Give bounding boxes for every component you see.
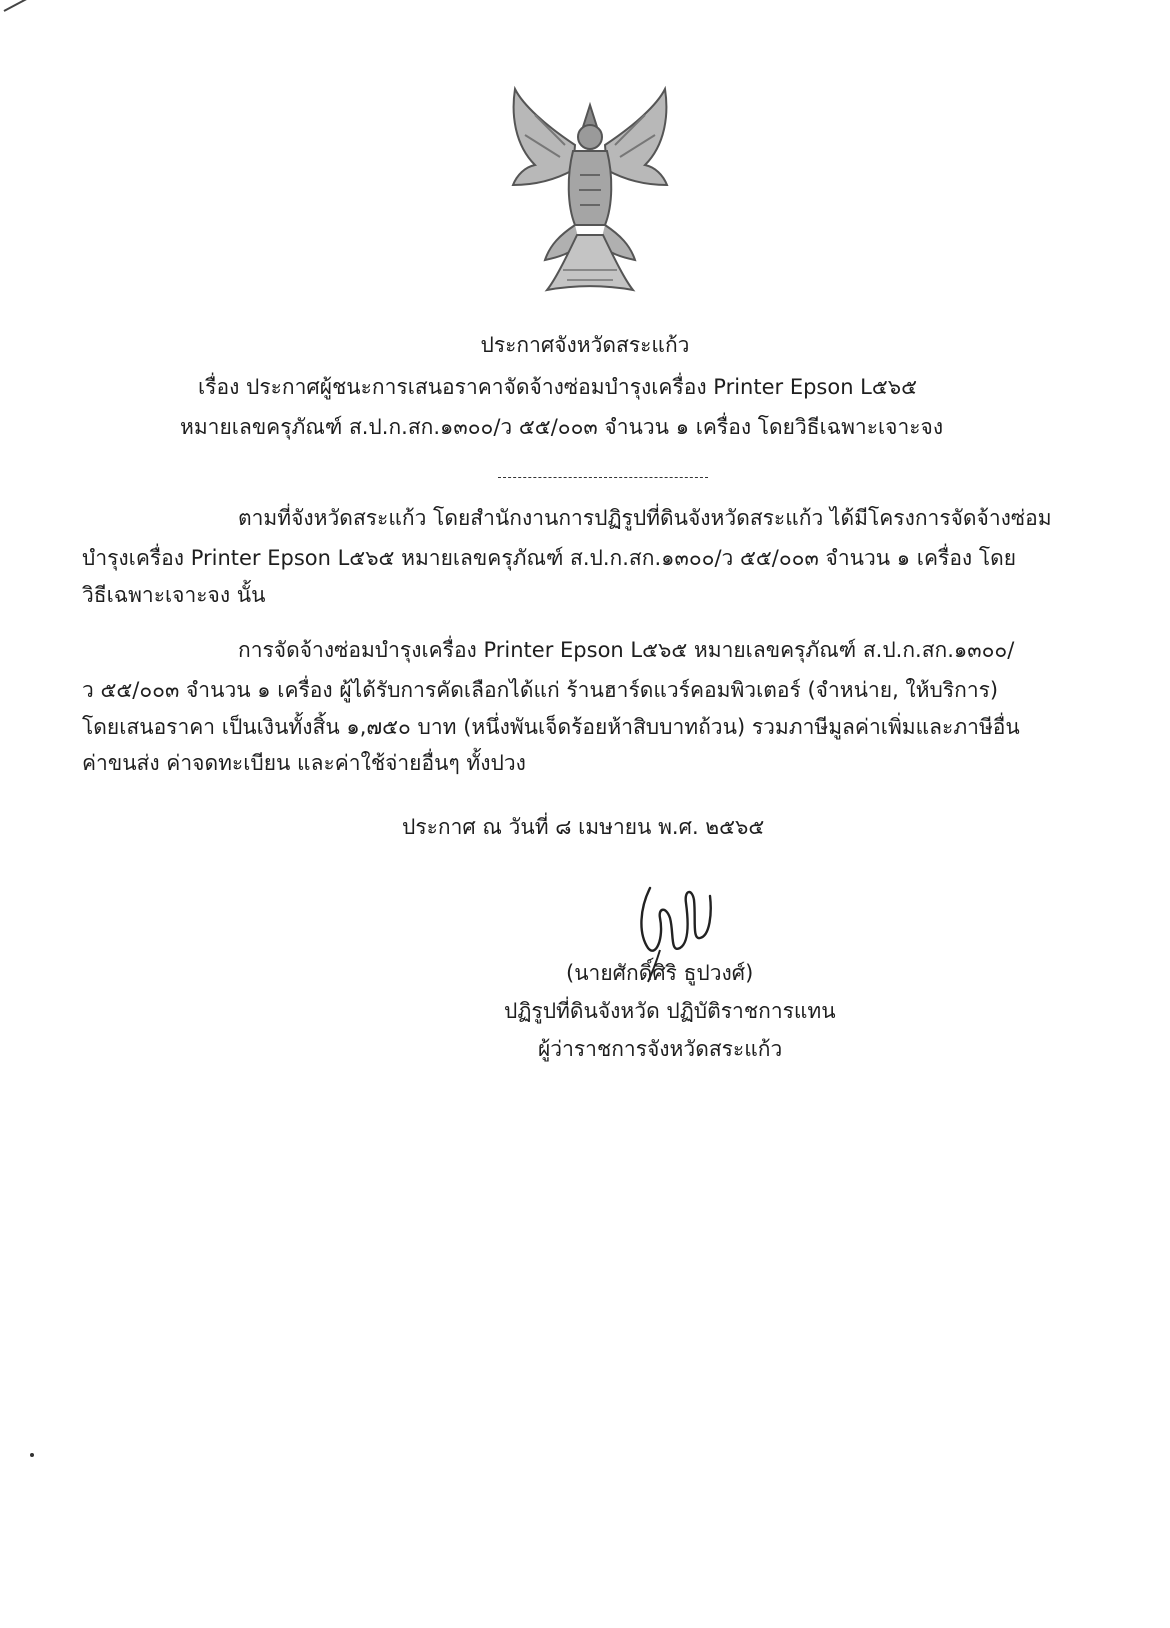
announcement-subject-line2: หมายเลขครุภัณฑ์ ส.ป.ก.สก.๑๓๐๐/ว ๕๕/๐๐๓ จำนวน ๑ เครื่อง โดยวิธีเฉพาะเจาะจง: [180, 415, 944, 439]
announcement-date: ประกาศ ณ วันที่ ๘ เมษายน พ.ศ. ๒๕๖๕: [402, 815, 765, 839]
scan-dot-mark: [30, 1453, 34, 1457]
header-divider: [498, 477, 708, 478]
signatory-position-2: ผู้ว่าราชการจังหวัดสระแก้ว: [538, 1037, 783, 1061]
announcement-title: ประกาศจังหวัดสระแก้ว: [480, 333, 690, 357]
garuda-emblem-icon: [505, 85, 675, 295]
paragraph-2-line-4: ค่าขนส่ง ค่าจดทะเบียน และค่าใช้จ่ายอื่นๆ ทั้งปวง: [82, 751, 526, 775]
signatory-position: ปฏิรูปที่ดินจังหวัด ปฏิบัติราชการแทน: [504, 999, 836, 1023]
scan-edge-mark: [4, 0, 44, 12]
signatory-name: (นายศักดิ์ศิริ ธูปวงศ์): [566, 961, 754, 985]
paragraph-1-line-2: บำรุงเครื่อง Printer Epson L๕๖๕ หมายเลขครุภัณฑ์ ส.ป.ก.สก.๑๓๐๐/ว ๕๕/๐๐๓ จำนวน ๑ เครื่อง โดย: [82, 546, 1017, 570]
paragraph-2-line-3: โดยเสนอราคา เป็นเงินทั้งสิ้น ๑,๗๕๐ บาท (หนึ่งพันเจ็ดร้อยห้าสิบบาทถ้วน) รวมภาษีมูลค่าเพิ่มและภาษีอื่น: [82, 715, 1020, 739]
paragraph-2-line-2: ว ๕๕/๐๐๓ จำนวน ๑ เครื่อง ผู้ได้รับการคัดเลือกได้แก่ ร้านฮาร์ดแวร์คอมพิวเตอร์ (จำหน่าย, ให้บริการ): [82, 678, 999, 702]
paragraph-1-line-1: ตามที่จังหวัดสระแก้ว โดยสำนักงานการปฏิรูปที่ดินจังหวัดสระแก้ว ได้มีโครงการจัดจ้างซ่อม: [238, 506, 1052, 530]
paragraph-1-line-3: วิธีเฉพาะเจาะจง นั้น: [82, 583, 266, 607]
announcement-subject: เรื่อง ประกาศผู้ชนะการเสนอราคาจัดจ้างซ่อมบำรุงเครื่อง Printer Epson L๕๖๕: [198, 375, 918, 399]
paragraph-2-line-1: การจัดจ้างซ่อมบำรุงเครื่อง Printer Epson L๕๖๕ หมายเลขครุภัณฑ์ ส.ป.ก.สก.๑๓๐๐/: [238, 638, 1015, 662]
